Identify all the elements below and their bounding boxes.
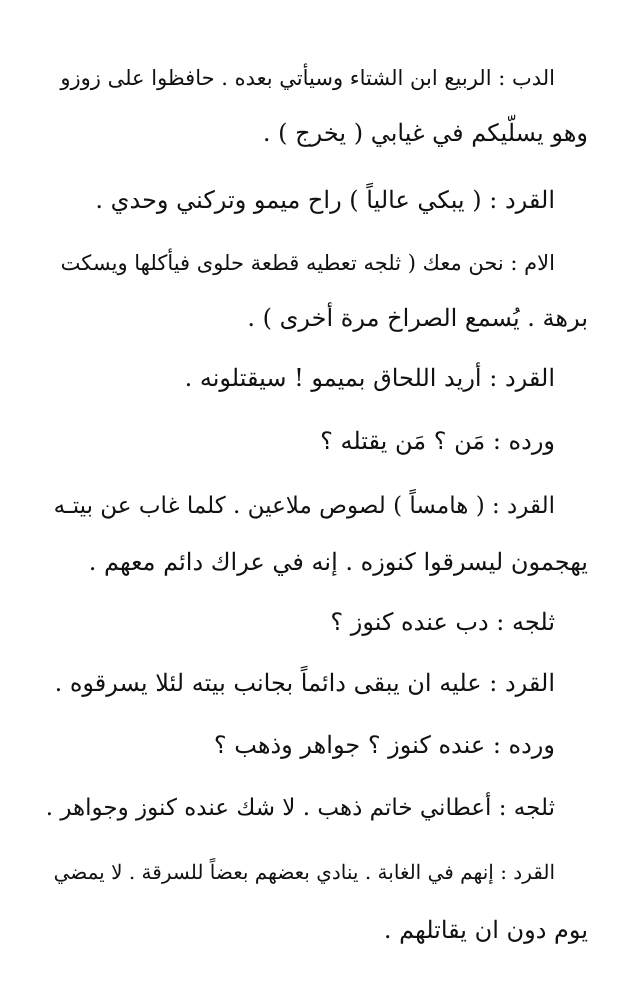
text-line: وهو يسلّيكم في غيابي ( يخرج ) .	[262, 119, 588, 147]
text-line: الدب : الربيع ابن الشتاء وسيأتي بعده . حافظوا على زوزو	[60, 66, 555, 90]
text-line: يهجمون ليسرقوا كنوزه . إنه في عراك دائم معهم .	[88, 548, 588, 576]
text-line: القرد : عليه ان يبقى دائماً بجانب بيته لئلا يسرقوه .	[54, 669, 555, 697]
text-line: القرد : ( هامساً ) لصوص ملاعين . كلما غاب عن بيتـه	[53, 493, 555, 519]
text-line: برهة . يُسمع الصراخ مرة أخرى ) .	[247, 304, 588, 332]
text-line: القرد : أريد اللحاق بميمو ! سيقتلونه .	[184, 364, 555, 392]
text-line: ثلجه : أعطاني خاتم ذهب . لا شك عنده كنوز وجواهر .	[45, 795, 555, 821]
text-line: القرد : إنهم في الغابة . ينادي بعضهم بعضاً للسرقة . لا يمضي	[53, 860, 555, 884]
text-line: القرد : ( يبكي عالياً ) راح ميمو وتركني وحدي .	[95, 186, 555, 214]
text-line: ثلجه : دب عنده كنوز ؟	[330, 608, 555, 636]
text-line: يوم دون ان يقاتلهم .	[383, 916, 588, 944]
text-line: الام : نحن معك ( ثلجه تعطيه قطعة حلوى فيأكلها ويسكت	[60, 251, 555, 275]
text-line: ورده : عنده كنوز ؟ جواهر وذهب ؟	[213, 731, 555, 759]
text-line: ورده : مَن ؟ مَن يقتله ؟	[320, 427, 555, 455]
